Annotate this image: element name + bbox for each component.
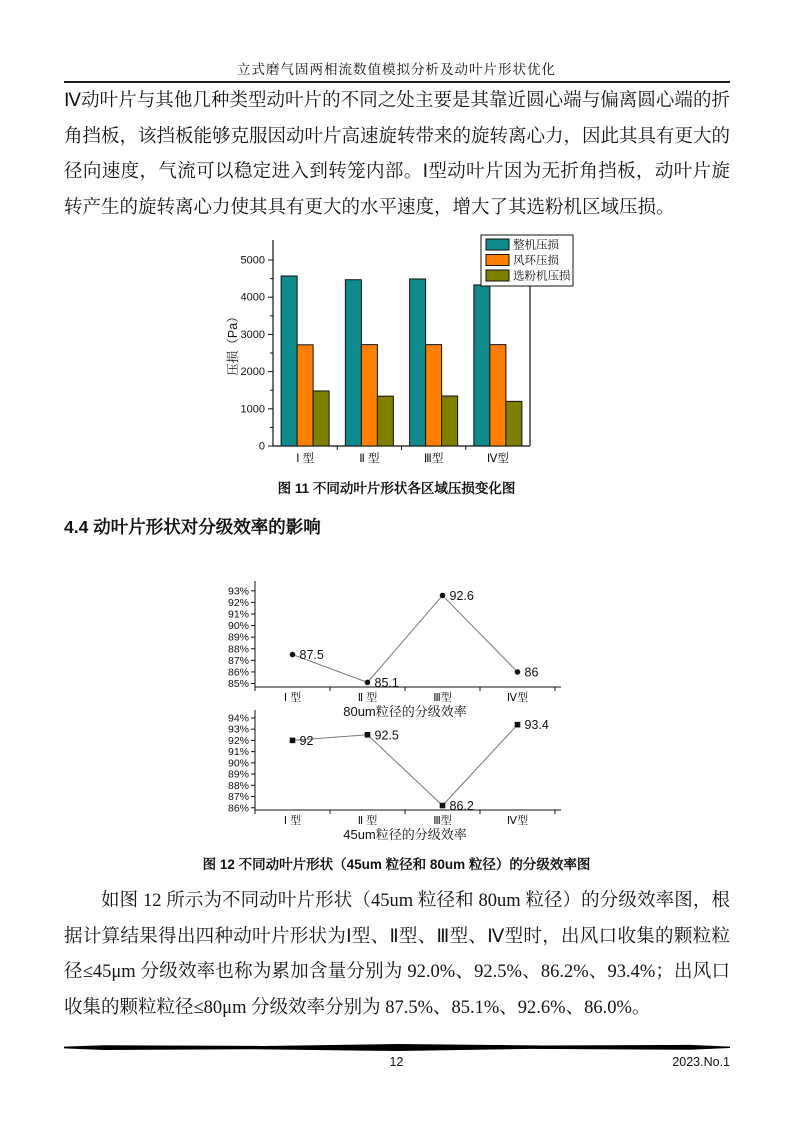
legend-label: 风环压损: [513, 255, 559, 267]
x-category-label: Ⅰ 型: [296, 453, 315, 465]
x-category-label: Ⅰ 型: [283, 692, 302, 704]
section-heading-4-4: 4.4 动叶片形状对分级效率的影响: [64, 517, 321, 537]
y-tick-label: 1000: [240, 403, 265, 416]
legend-label: 选粉机压损: [513, 270, 571, 283]
y-tick-label: 92%: [227, 596, 249, 609]
y-tick-label: 91%: [227, 746, 249, 759]
data-point: [440, 593, 446, 599]
x-category-label: Ⅲ型: [423, 453, 444, 465]
data-point: [515, 669, 521, 675]
data-label: 87.5: [299, 648, 324, 663]
bar-series0-cat0: [281, 276, 297, 446]
y-tick-label: 87%: [227, 654, 249, 667]
data-line: [293, 725, 518, 806]
x-category-label: Ⅳ型: [506, 692, 529, 704]
paragraph-2: 如图 12 所示为不同动叶片形状（45um 粒径和 80um 粒径）的分级效率图，根据计算结果得出四种动叶片形状为Ⅰ型、Ⅱ型、Ⅲ型、Ⅳ型时，出风口收集的颗粒粒径≤45μm 分级效率也称为累加含量分别为 92.0%、92.5%、86.2%、93.4%；出风口收集的颗粒粒径≤80μm 分级效率分别为 87.5%、85.1%、92.6%、86.0%。: [64, 891, 730, 1018]
bar-series2-cat1: [377, 396, 393, 446]
legend-swatch: [486, 255, 509, 266]
y-tick-label: 89%: [227, 631, 249, 644]
x-category-label: Ⅰ 型: [283, 815, 302, 827]
bar-series0-cat2: [410, 279, 426, 446]
data-point: [440, 803, 446, 809]
figure-12-caption: 图 12 不同动叶片形状（45um 粒径和 80um 粒径）的分级效率图: [202, 857, 591, 872]
y-tick-label: 93%: [227, 585, 249, 598]
legend-swatch: [486, 270, 509, 281]
data-point: [290, 738, 296, 744]
y-tick-label: 92%: [227, 734, 249, 747]
bar-series2-cat3: [506, 401, 522, 446]
bar-series1-cat3: [490, 345, 506, 446]
footer-rule: [64, 1044, 730, 1051]
data-point: [365, 680, 371, 686]
legend-label: 整机压损: [513, 239, 559, 252]
bar-series2-cat0: [313, 391, 329, 446]
y-tick-label: 85%: [227, 678, 249, 691]
x-category-label: Ⅲ型: [433, 815, 452, 827]
x-category-label: Ⅱ 型: [357, 692, 378, 704]
x-axis-title: 80um粒径的分级效率: [343, 704, 467, 719]
y-tick-label: 91%: [227, 608, 249, 621]
x-category-label: Ⅲ型: [433, 692, 452, 704]
y-tick-label: 89%: [227, 768, 249, 781]
footer-page-number: 12: [389, 1055, 404, 1069]
paragraph-1: Ⅳ动叶片与其他几种类型动叶片的不同之处主要是其靠近圆心端与偏离圆心端的折角挡板，该挡板能够克服因动叶片高速旋转带来的旋转离心力，因此其具有更大的径向速度，气流可以稳定进入到转笼内部。Ⅰ型动叶片因为无折角挡板，动叶片旋转产生的旋转离心力使其具有更大的水平速度，增大了其选粉机区域压损。: [64, 91, 731, 218]
y-tick-label: 93%: [227, 723, 249, 736]
data-point: [365, 732, 371, 738]
data-label: 92.6: [449, 588, 474, 603]
y-tick-label: 4000: [240, 291, 265, 304]
y-tick-label: 5000: [240, 254, 265, 267]
x-category-label: Ⅳ型: [506, 815, 529, 827]
y-tick-label: 88%: [227, 643, 249, 656]
data-line: [293, 595, 518, 682]
data-label: 93.4: [524, 718, 549, 733]
data-label: 86.2: [449, 799, 474, 814]
y-tick-label: 88%: [227, 779, 249, 792]
y-axis-title: 压损（Pa）: [226, 310, 240, 376]
y-tick-label: 90%: [227, 620, 249, 633]
legend-swatch: [486, 239, 509, 250]
data-point: [515, 722, 521, 728]
bar-series1-cat1: [361, 345, 377, 446]
bar-series1-cat0: [297, 345, 313, 446]
data-point: [290, 652, 296, 658]
bar-series1-cat2: [426, 345, 442, 446]
x-axis-title: 45um粒径的分级效率: [343, 827, 467, 842]
bar-series2-cat2: [442, 396, 458, 446]
figure-11-caption: 图 11 不同动叶片形状各区域压损变化图: [277, 481, 516, 496]
data-label: 92.5: [374, 728, 399, 743]
y-tick-label: 94%: [227, 712, 249, 725]
bar-series0-cat1: [345, 280, 361, 446]
y-tick-label: 86%: [227, 802, 249, 815]
y-tick-label: 90%: [227, 757, 249, 770]
data-label: 92: [299, 733, 314, 748]
header-rule: [64, 81, 730, 83]
figure-11-bar-chart: [213, 226, 593, 478]
bar-series0-cat3: [474, 285, 490, 446]
y-tick-label: 87%: [227, 791, 249, 804]
x-category-label: Ⅱ 型: [357, 815, 378, 827]
x-category-label: Ⅱ 型: [359, 453, 380, 465]
data-label: 85.1: [374, 675, 399, 690]
footer-issue-number: 2023.No.1: [672, 1055, 730, 1069]
figure-12-line-chart-80um: [225, 578, 570, 720]
y-tick-label: 0: [258, 440, 265, 453]
y-tick-label: 2000: [240, 366, 265, 379]
figure-12-line-chart-45um: [225, 708, 570, 844]
y-tick-label: 86%: [227, 666, 249, 679]
data-label: 86: [524, 665, 539, 680]
running-header-title: 立式磨气固两相流数值模拟分析及动叶片形状优化: [237, 62, 556, 77]
y-tick-label: 3000: [240, 328, 265, 341]
x-category-label: Ⅳ型: [486, 453, 509, 465]
